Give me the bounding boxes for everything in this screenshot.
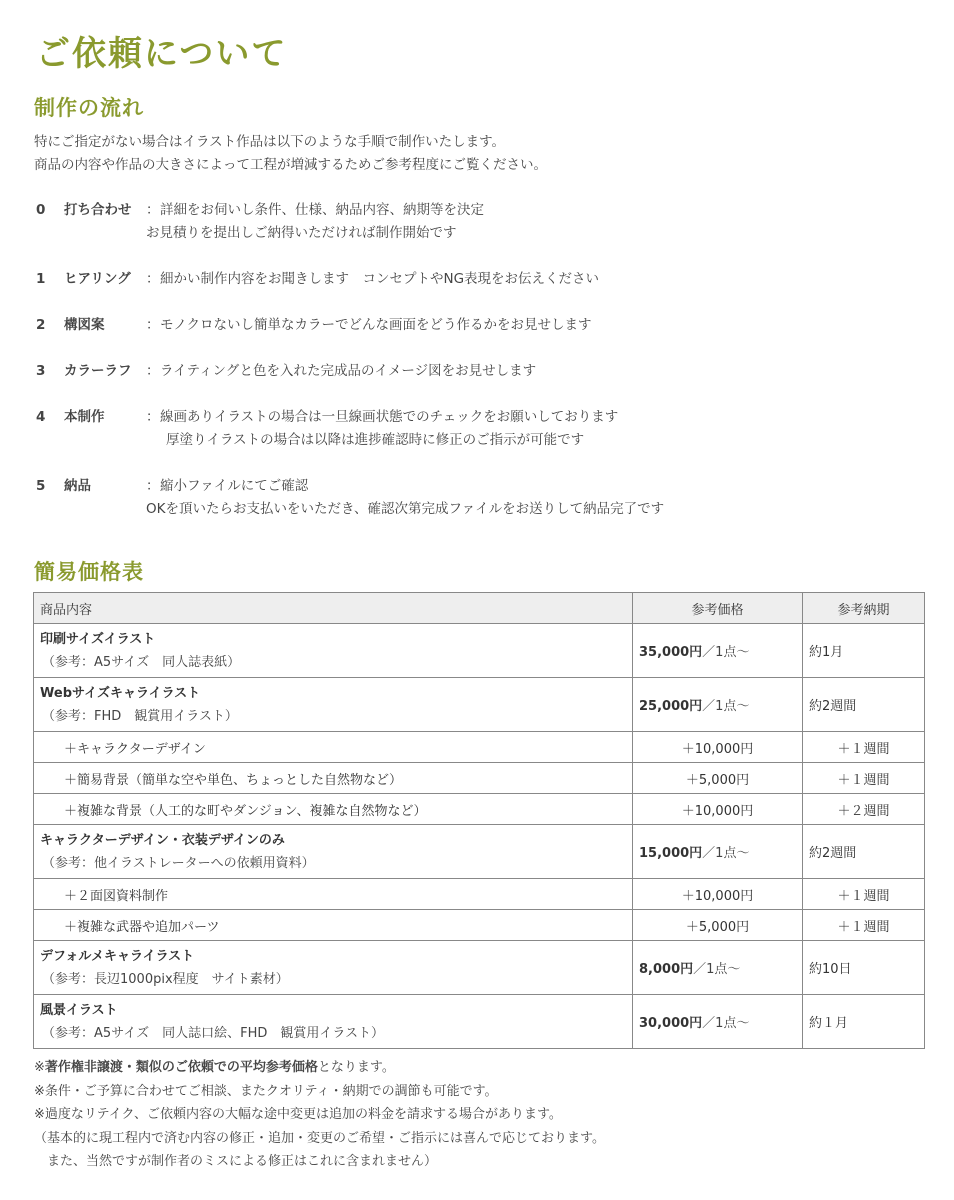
price-value: 25,000円 [639,699,703,714]
section-title-price: 簡易価格表 [34,560,144,584]
step-5 [36,475,916,521]
step-number: 5 [36,478,46,494]
table-row [34,624,925,678]
table-row [34,910,925,941]
price-unit: ／1点～ [702,846,750,861]
period-cell: ＋１週間 [803,732,925,763]
price-cell [633,624,803,678]
step-number: 1 [36,271,46,287]
note-line [34,1056,605,1080]
item-cell [34,624,633,678]
item-title: デフォルメキャライラスト [40,948,195,964]
notes [34,1056,605,1174]
step-colon: ： [146,478,160,494]
step-colon: ： [146,363,160,379]
table-row [34,732,925,763]
price-cell: ＋10,000円 [633,879,803,910]
step-desc-line: ライティングと色を入れた完成品のイメージ図をお見せします [160,363,537,379]
header-price: 参考価格 [633,593,803,624]
step-desc-line: OKを頂いたらお支払いをいただき、確認次第完成ファイルをお送りして納品完了です [146,501,665,517]
item-cell: ＋２面図資料制作 [34,879,633,910]
step-2 [36,314,916,337]
step-name: カラーラフ [64,363,132,379]
item-cell [34,678,633,732]
intro-line: 特にご指定がない場合はイラスト作品は以下のような手順で制作いたします。 [34,134,506,150]
step-desc-line: 縮小ファイルにてご確認 [160,478,309,494]
table-row [34,678,925,732]
price-unit: ／1点～ [702,645,750,660]
table-row [34,794,925,825]
period-cell: 約10日 [803,941,925,995]
table-row [34,825,925,879]
step-name: 納品 [64,478,91,494]
item-cell [34,825,633,879]
step-name: ヒアリング [64,271,131,287]
price-table [33,592,925,1049]
step-name: 本制作 [64,409,105,425]
price-cell: ＋5,000円 [633,910,803,941]
period-cell: ＋１週間 [803,763,925,794]
step-name: 打ち合わせ [64,202,132,218]
item-subtitle: （参考：FHD 観賞用イラスト） [42,708,238,724]
step-0 [36,199,916,245]
page-title: ご依頼について [36,34,288,74]
item-title: Webサイズキャライラスト [40,685,201,701]
period-cell: 約1月 [803,624,925,678]
step-colon: ： [146,409,160,425]
item-title: 印刷サイズイラスト [40,631,156,647]
item-cell [34,995,633,1049]
item-cell: ＋複雑な背景（人工的な町やダンジョン、複雑な自然物など） [34,794,633,825]
section-title-flow: 制作の流れ [34,96,144,120]
period-cell: ＋１週間 [803,879,925,910]
step-name: 構図案 [64,317,105,333]
table-row [34,879,925,910]
item-cell: ＋キャラクターデザイン [34,732,633,763]
price-value: 35,000円 [639,645,703,660]
price-cell [633,825,803,879]
step-desc-line: 詳細をお伺いし条件、仕様、納品内容、納期等を決定 [160,202,484,218]
note-line: ※過度なリテイク、ご依頼内容の大幅な途中変更は追加の料金を請求する場合があります。 [34,1107,562,1122]
note-prefix: ※ [34,1060,45,1075]
step-description [146,199,916,245]
price-cell: ＋10,000円 [633,732,803,763]
item-subtitle: （参考：A5サイズ 同人誌口絵、FHD 観賞用イラスト） [42,1025,384,1041]
step-number: 2 [36,317,46,333]
table-row [34,763,925,794]
note-line: ※条件・ご予算に合わせてご相談、またクオリティ・納期での調節も可能です。 [34,1083,498,1099]
flow-steps [36,199,916,544]
step-3 [36,360,916,383]
item-cell: ＋複雑な武器や追加パーツ [34,910,633,941]
price-cell [633,678,803,732]
step-desc-line: 厚塗りイラストの場合は以降は進捗確認時に修正のご指示が可能です [166,432,585,448]
step-number: 3 [36,363,46,379]
period-cell: 約2週間 [803,678,925,732]
note-line: また、当然ですが制作者のミスによる修正はこれに含まれません） [34,1154,438,1169]
price-cell: ＋10,000円 [633,794,803,825]
note-line: （基本的に現工程内で済む内容の修正・追加・変更のご希望・ご指示には喜んで応じております。 [34,1130,605,1146]
header-period: 参考納期 [803,593,925,624]
step-description [160,314,916,337]
price-value: 30,000円 [639,1016,703,1031]
step-colon: ： [146,271,160,287]
price-unit: ／1点～ [702,1016,750,1031]
price-cell [633,995,803,1049]
price-cell [633,941,803,995]
step-desc-line: モノクロないし簡単なカラーでどんな画面をどう作るかをお見せします [160,317,592,333]
step-colon: ： [146,202,160,218]
period-cell: ＋１週間 [803,910,925,941]
step-4 [36,406,916,452]
period-cell: 約１月 [803,995,925,1049]
step-colon: ： [146,317,160,333]
step-description [160,268,916,291]
price-unit: ／1点～ [702,699,750,714]
step-desc-line: お見積りを提出しご納得いただければ制作開始です [146,225,457,241]
item-title: キャラクターデザイン・衣装デザインのみ [40,832,285,848]
intro-line: 商品の内容や作品の大きさによって工程が増減するためご参考程度にご覧ください。 [34,157,547,173]
step-number: 0 [36,202,46,218]
table-row [34,995,925,1049]
table-header-row [34,593,925,624]
item-subtitle: （参考：他イラストレーターへの依頼用資料） [42,855,315,871]
table-row [34,941,925,995]
period-cell: ＋２週間 [803,794,925,825]
period-cell: 約2週間 [803,825,925,879]
step-description [160,406,916,452]
step-number: 4 [36,409,46,425]
item-subtitle: （参考：長辺1000pix程度 サイト素材） [42,971,289,987]
item-subtitle: （参考：A5サイズ 同人誌表紙） [42,654,241,670]
item-title: 風景イラスト [40,1002,118,1018]
step-desc-line: 線画ありイラストの場合は一旦線画状態でのチェックをお願いしております [160,409,619,425]
note-suffix: となります。 [317,1060,395,1075]
price-value: 15,000円 [639,846,703,861]
step-desc-line: 細かい制作内容をお聞きします コンセプトやNG表現をお伝えください [160,271,600,287]
price-cell: ＋5,000円 [633,763,803,794]
price-unit: ／1点～ [693,962,741,977]
step-description [160,360,916,383]
item-cell: ＋簡易背景（簡単な空や単色、ちょっとした自然物など） [34,763,633,794]
flow-intro [34,131,547,177]
step-description [146,475,916,521]
price-value: 8,000円 [639,962,694,977]
step-1 [36,268,916,291]
header-item: 商品内容 [34,593,633,624]
note-emphasis: 著作権非譲渡・類似のご依頼での平均参考価格 [44,1060,318,1075]
item-cell [34,941,633,995]
